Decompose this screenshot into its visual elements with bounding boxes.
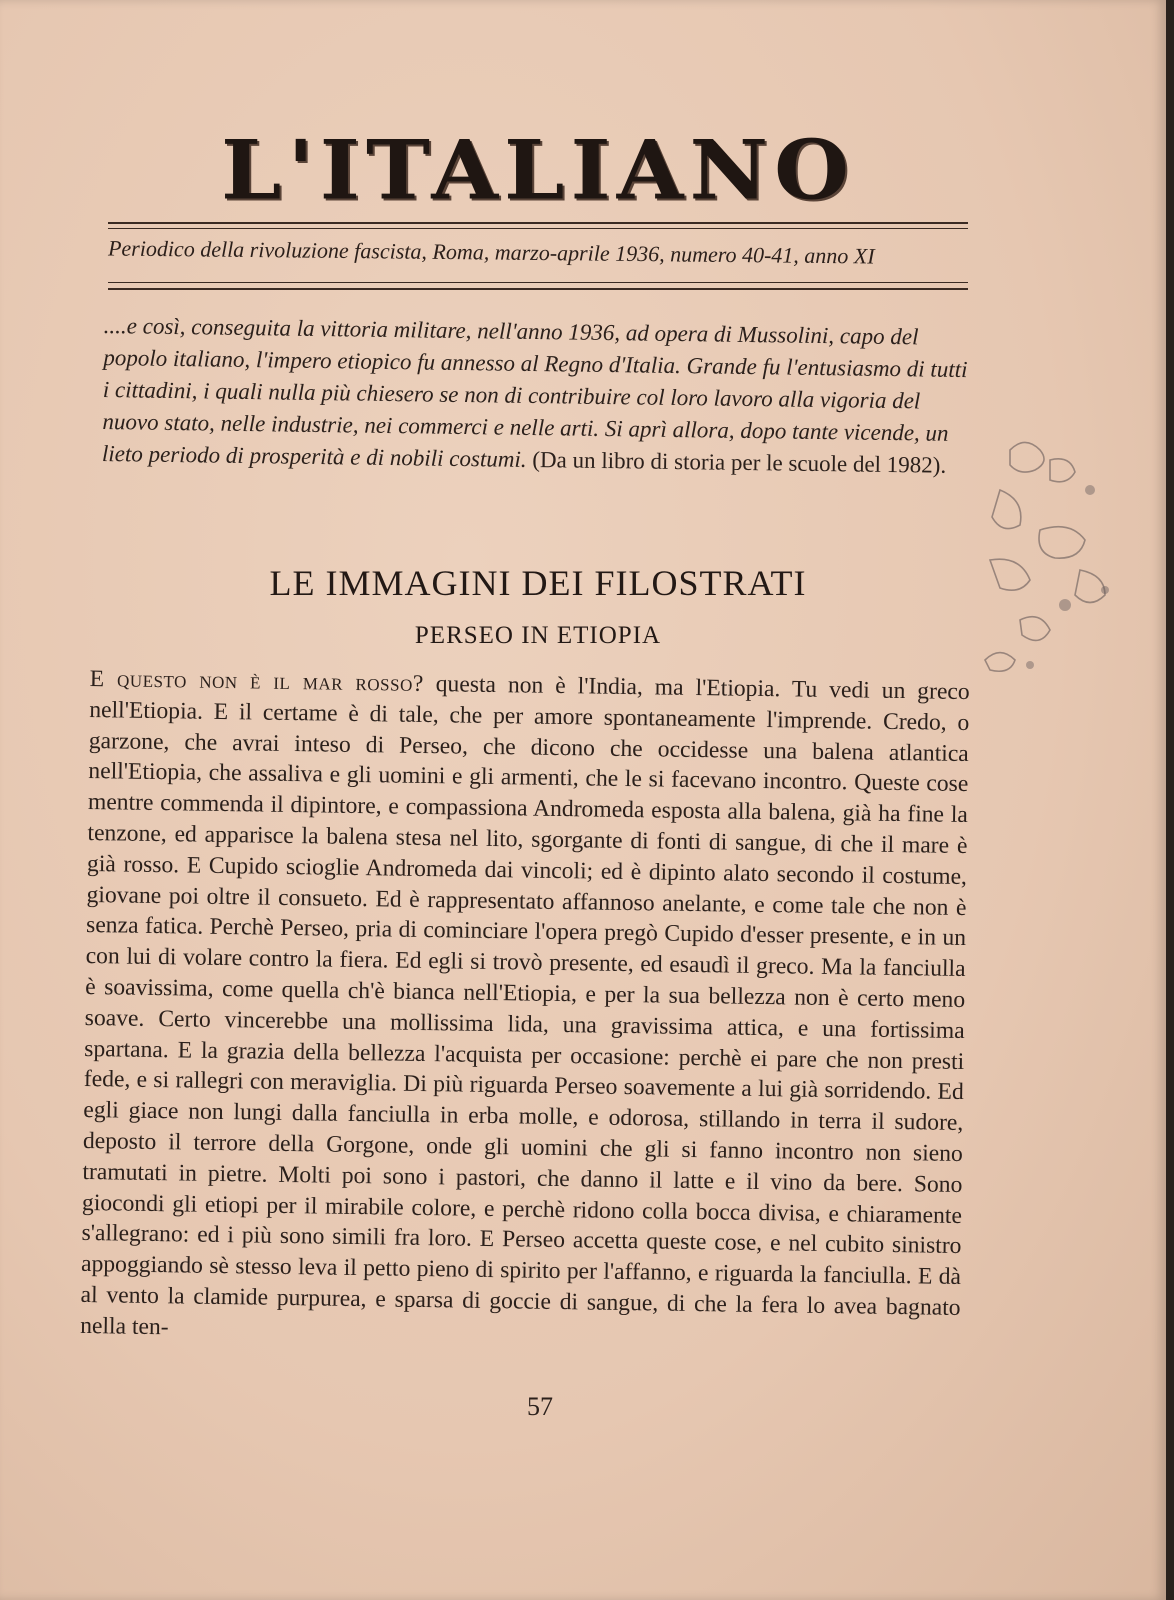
- masthead-rule-bottom: [108, 288, 968, 290]
- page-number: 57: [527, 1392, 553, 1421]
- article-body-text: questa non è l'India, ma l'Etiopia. Tu vedi un greco nell'Etiopia. E il certame è di tale, che per amore spontaneamente l'imprende. Credo, o garzone, che avrai inteso di Perseo, che dicono che occidesse una balena atlantica nell'Etiopia, che assaliva e gli uomini e gli armenti, che le si facevano incontro. Queste cose mentre commenda il dipintore, e compassiona Andromeda esposta alla balena, già ha fine la tenzone, ed apparisce la balena stesa nel lito, sgorgante di fonti di sangue, di che il mare è già rosso. E Cupido scioglie Andromeda dai vincoli; ed è dipinto alato secondo il costume, giovane poi oltre il consueto. Ed è rappresentato affannoso anelante, e come tale che non è senza fatica. Perchè Perseo, pria di cominciare l'opera pregò Cupido d'esser presente, e in un con lui di volare contro la fiera. Ed egli si trovò presente, ed esaudì il greco. Ma la fanciulla è soavissima, come quella ch'è bianca nell'Etiopia, e per la sua bellezza non è certo meno soave. Certo vincerebbe una mollissima lida, una gravissima attica, e una fortissima spartana. E la grazia della bellezza l'acquista per occasione: perchè ei pare che non presti fede, e si rallegri con meraviglia. Di più riguarda Perseo soavemente a lui già sorridendo. Ed egli giace non lungi dalla fanciulla in erba molle, e odorosa, stillando in terra il sudore, deposto il terrore della Gorgone, onde gli uomini che gli si fanno incontro non sieno tramutati in pietre. Molti poi sono i pastori, che danno il latte e il vino da bere. Sono giocondi gli etiopi per il mirabile colore, e perchè ridono colla bocca divisa, e chiaramente s'allegrano: ed i più sono simili fra loro. E Perseo accetta queste cose, e nel cubito sinistro appoggiando sè stesso leva il petto pieno di spirito per l'affanno, e riguarda la fanciulla. E dà al vento la clamide purpurea, e sparsa di goccie di sangue, di che la fera lo avea bagnato nella ten-: [79, 670, 970, 1340]
- article-title: LE IMMAGINI DEI FILOSTRATI: [269, 563, 807, 603]
- article-body: [80, 664, 970, 1355]
- masthead-title: L'ITALIANO: [221, 122, 855, 218]
- periodical-subtitle-text: Periodico della rivoluzione fascista, Roma, marzo-aprile 1936, numero 40-41, anno XI: [107, 235, 875, 269]
- article-opening: E questo non è il mar rosso?: [89, 665, 424, 697]
- intro-quote: [102, 310, 970, 482]
- stamp-ornament-icon: [980, 430, 1120, 700]
- masthead: [108, 120, 968, 220]
- intro-quote-italic: ....e così, conseguita la vittoria militare, nell'anno 1936, ad opera di Mussolini, capo del popolo italiano, l'impero etiopico fu annesso al Regno d'Italia. Grande fu l'entusiasmo di tutti i cittadini, i quali nulla più chiesero se non di contribuire col loro lavoro alla vigoria del nuovo stato, nelle industrie, nei commerci e nelle arti. Si aprì allora, dopo tante vicende, un lieto periodo di prosperità e di nobili costumi.: [101, 312, 968, 472]
- masthead-rule-top: [108, 222, 968, 224]
- masthead-rule-top-thin: [108, 228, 968, 229]
- periodical-subtitle: [108, 235, 968, 270]
- masthead-rule-bottom-thin: [108, 282, 968, 283]
- article-subtitle: PERSEO IN ETIOPIA: [414, 622, 662, 649]
- page-edge-shadow: [1166, 0, 1174, 1600]
- intro-quote-source: (Da un libro di storia per le scuole del 1982).: [526, 446, 947, 478]
